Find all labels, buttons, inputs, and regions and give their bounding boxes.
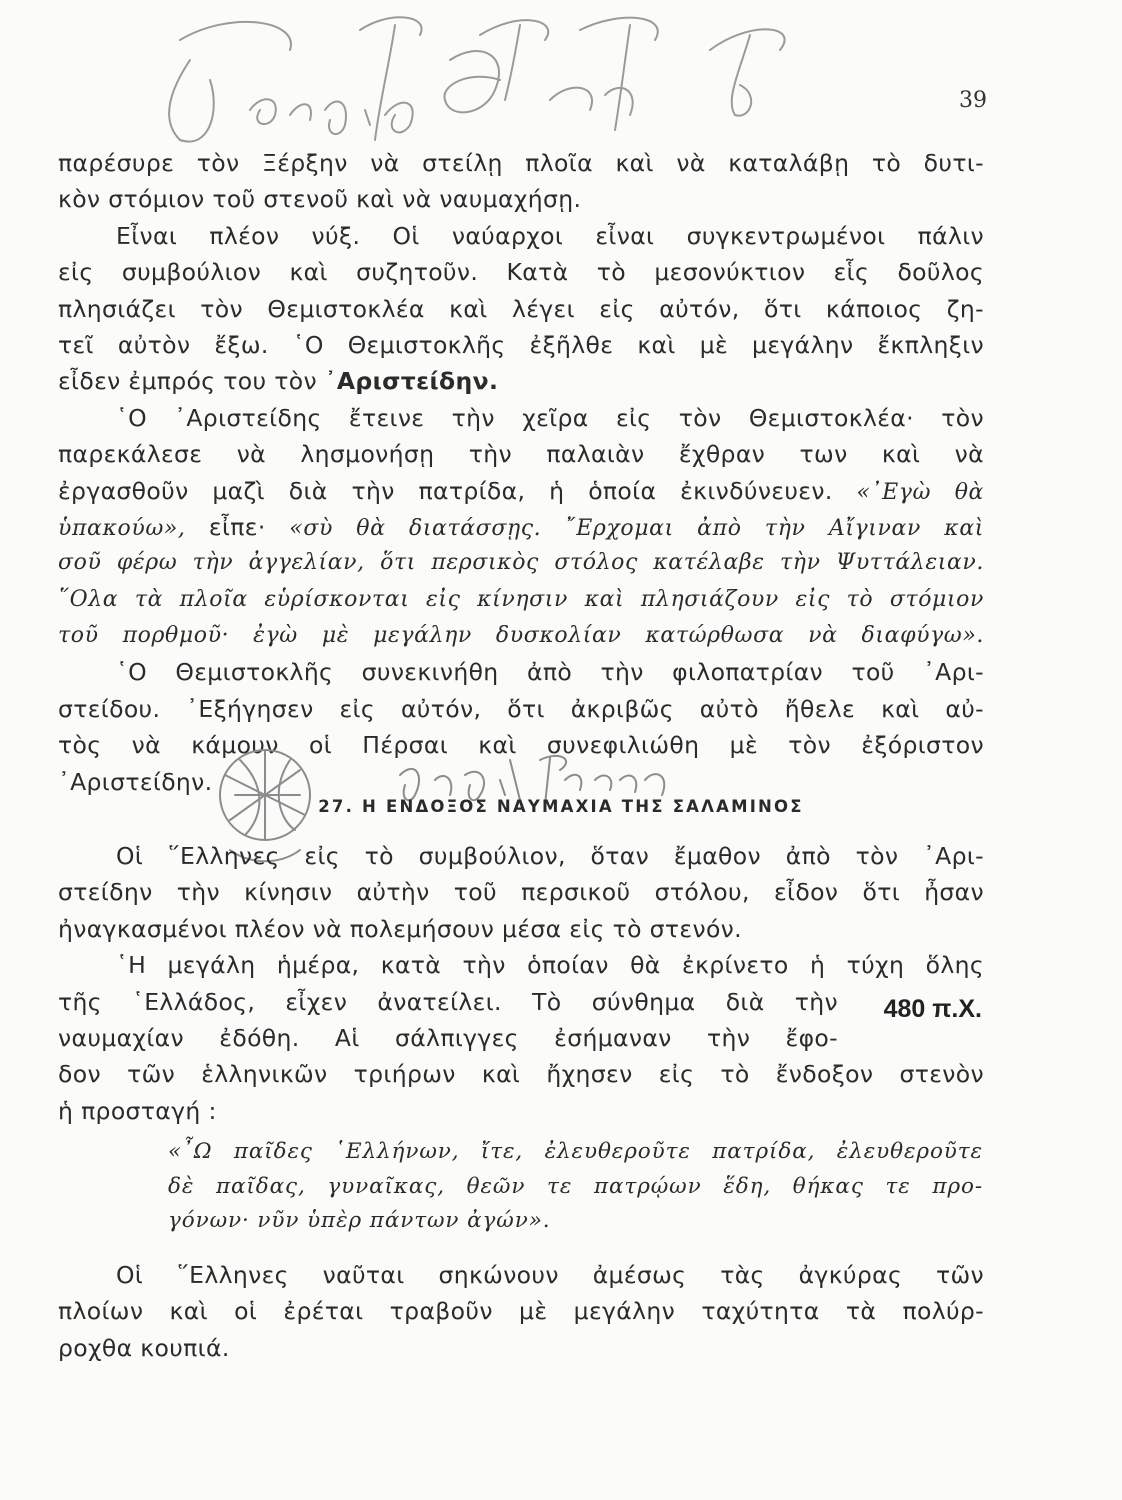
quote-line: δὲ παῖδας, γυναῖκας, θεῶν τε πατρῴων ἕδη, θήκας τε προ-: [168, 1173, 983, 1199]
quote-run: «σὺ θὰ διατάσσῃς. ῎Ερχομαι ἀπὸ τὴν Αἴγιναν καὶ: [289, 515, 985, 541]
quote-run: «᾿Εγὼ θὰ: [856, 479, 984, 505]
text-run: εἶπε·: [208, 512, 290, 541]
text-line: τοῦ πορθμοῦ· ἐγὼ μὲ μεγάλην δυσκολίαν κατώρθωσα νὰ διαφύγω».: [58, 623, 984, 649]
text-line: Εἶναι πλέον νύξ. Οἱ ναύαρχοι εἶναι συγκεντρωμένοι πάλιν: [116, 221, 984, 250]
text-line: ῞Ολα τὰ πλοῖα εὑρίσκονται εἰς κίνησιν καὶ πλησιάζουν εἰς τὸ στόμιον: [58, 586, 984, 612]
text-line: εἰς συμβούλιον καὶ συζητοῦν. Κατὰ τὸ μεσονύκτιον εἷς δοῦλος: [58, 258, 984, 287]
text-line: ἠναγκασμένοι πλέον νὰ πολεμήσουν μέσα εἰς τὸ στενόν.: [58, 914, 742, 943]
text-line: [58, 509, 984, 545]
pencil-handwriting-top: [150, 0, 830, 150]
text-line: δον τῶν ἑλληνικῶν τριήρων καὶ ἤχησεν εἰς τὸ ἔνδοξον στενὸν: [58, 1060, 984, 1089]
text-line: ἡ προσταγή :: [58, 1096, 217, 1125]
quote-line: «῏Ω παῖδες ῾Ελλήνων, ἴτε, ἐλευθεροῦτε πατρίδα, ἐλευθεροῦτε: [168, 1139, 983, 1164]
text-line: [58, 473, 984, 509]
text-line: παρέσυρε τὸν Ξέρξην νὰ στείλῃ πλοῖα καὶ νὰ καταλάβῃ τὸ δυτι-: [58, 149, 984, 177]
text-line: στείδου. ᾿Εξήγησεν εἰς αὐτόν, ὅτι ἀκριβῶς αὐτὸ ἤθελε καὶ αὐ-: [58, 694, 984, 723]
body-text-end: [58, 1257, 984, 1366]
text-line: Οἱ ῞Ελληνες εἰς τὸ συμβούλιον, ὅταν ἔμαθον ἀπὸ τὸν ᾿Αρι-: [116, 842, 984, 870]
text-line: κὸν στόμιον τοῦ στενοῦ καὶ νὰ ναυμαχήσῃ.: [58, 185, 582, 214]
text-line: παρεκάλεσε νὰ λησμονήσῃ τὴν παλαιὰν ἔχθραν των καὶ νὰ: [58, 440, 984, 469]
text-line: σοῦ φέρω τὴν ἀγγελίαν, ὅτι περσικὸς στόλος κατέλαβε τὴν Ψυττάλειαν.: [58, 550, 984, 576]
page-number: 39: [959, 88, 987, 113]
text-line: ῾Ο Θεμιστοκλῆς συνεκινήθη ἀπὸ τὴν φιλοπατρίαν τοῦ ᾿Αρι-: [116, 658, 984, 687]
text-run: ἐργασθοῦν μαζὶ διὰ τὴν πατρίδα, ἡ ὁποία ἐκινδύνευεν.: [58, 476, 857, 505]
body-text-middle: [58, 838, 984, 1129]
text-line: [58, 363, 984, 399]
text-line: τῆς ῾Ελλάδος, εἶχεν ἀνατείλει. Τὸ σύνθημα διὰ τὴν: [58, 987, 838, 1016]
text-line: τεῖ αὐτὸν ἔξω. ῾Ο Θεμιστοκλῆς ἐξῆλθε καὶ μὲ μεγάλην ἔκπληξιν: [58, 330, 984, 359]
section-heading: 27. Η ΕΝΔΟΞΟΣ ΝΑΥΜΑΧΙΑ ΤΗΣ ΣΑΛΑΜΙΝΟΣ: [318, 797, 804, 816]
text-line: πλοίων καὶ οἱ ἐρέται τραβοῦν μὲ μεγάλην ταχύτητα τὰ πολύρ-: [58, 1297, 984, 1326]
text-line: τὸς νὰ κάμουν οἱ Πέρσαι καὶ συνεφιλιώθη μὲ τὸν ἐξόριστον: [58, 731, 984, 760]
text-line: στείδην τὴν κίνησιν αὐτὴν τοῦ περσικοῦ στόλου, εἶδον ὅτι ἦσαν: [58, 878, 984, 907]
text-line: ῾Η μεγάλη ἡμέρα, κατὰ τὴν ὁποίαν θὰ ἐκρίνετο ἡ τύχη ὅλης: [116, 951, 984, 980]
text-run: εἶδεν ἐμπρός του τὸν: [58, 367, 325, 396]
text-line: ᾿Αριστείδην.: [58, 767, 213, 796]
name-emphasis: ᾿Αριστείδην.: [324, 367, 499, 396]
margin-date-note: 480 π.Χ.: [883, 995, 982, 1023]
quote-run: ὑπακούω»,: [58, 515, 209, 541]
text-line: ῾Ο ᾿Αριστείδης ἔτεινε τὴν χεῖρα εἰς τὸν Θεμιστοκλέα· τὸν: [116, 403, 984, 432]
quote-line: γόνων· νῦν ὑπὲρ πάντων ἀγών».: [168, 1208, 551, 1233]
body-text-top: [58, 145, 984, 800]
text-line: πλησιάζει τὸν Θεμιστοκλέα καὶ λέγει εἰς αὐτόν, ὅτι κάποιος ζη-: [58, 294, 984, 323]
text-line: Οἱ ῞Ελληνες ναῦται σηκώνουν ἀμέσως τὰς ἀγκύρας τῶν: [116, 1261, 984, 1289]
oath-quote: [168, 1135, 983, 1239]
text-line: ροχθα κουπιά.: [58, 1333, 230, 1362]
text-line: ναυμαχίαν ἐδόθη. Αἱ σάλπιγγες ἐσήμαναν τὴν ἔφο-: [58, 1023, 838, 1052]
